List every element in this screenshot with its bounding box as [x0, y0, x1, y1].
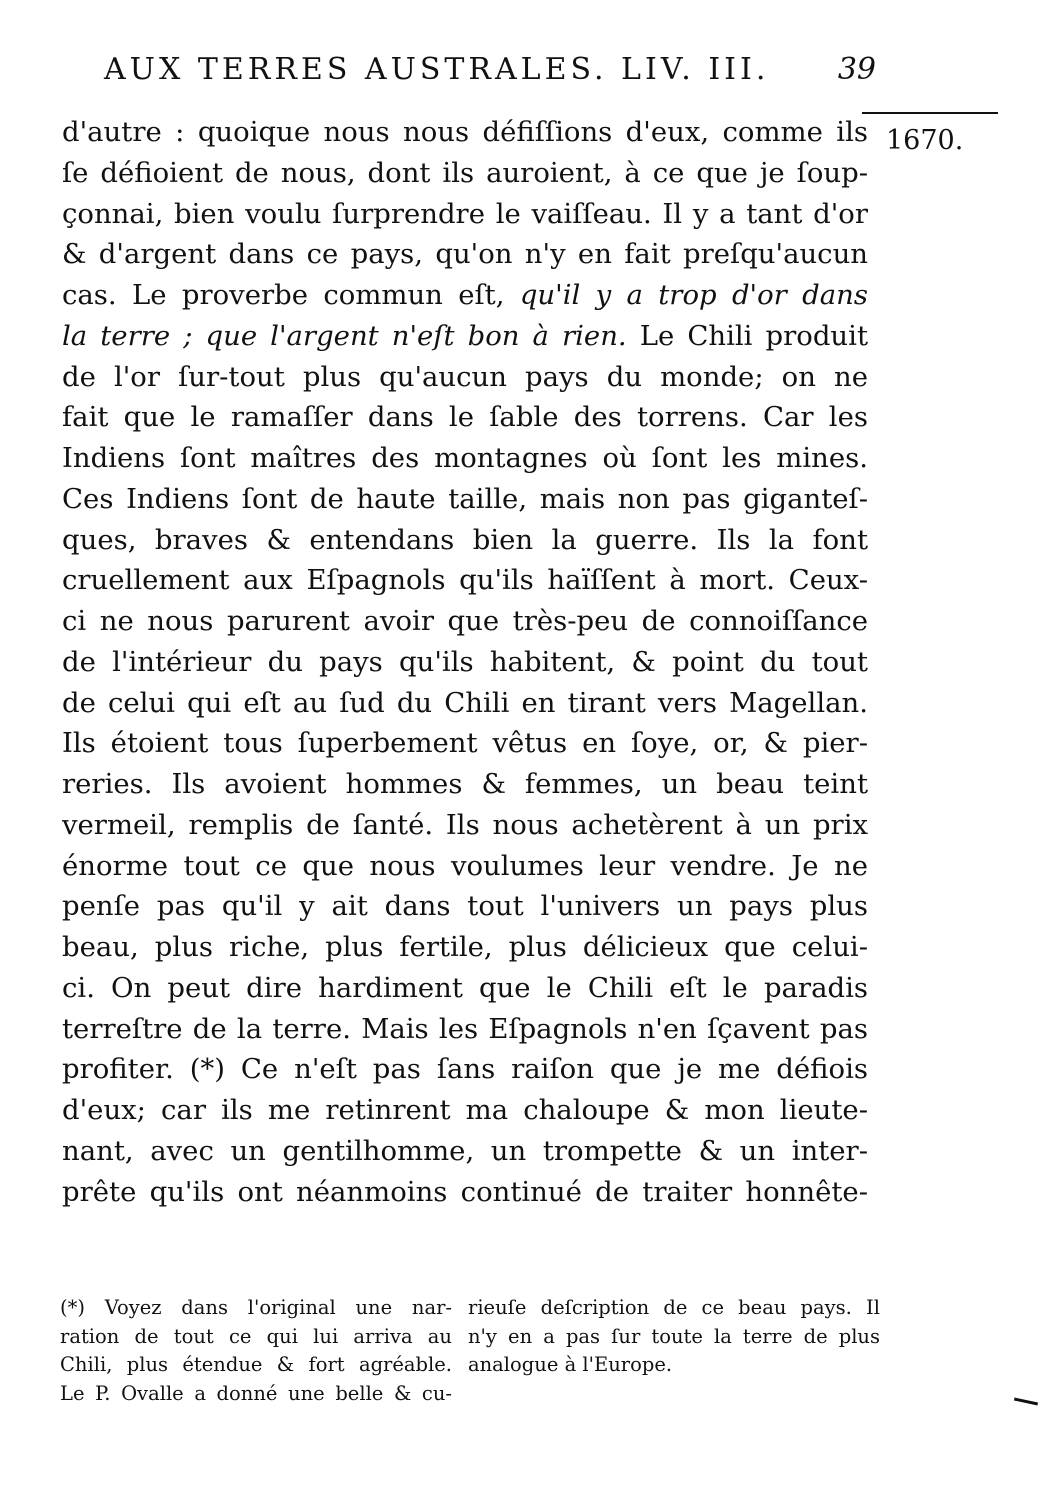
footnote-line: Chili, plus étendue & fort agréable. — [60, 1353, 452, 1376]
text-line: vermeil, remplis de ſanté. Ils nous achetèrent à un prix — [62, 808, 868, 841]
proverb-italic-continued: la terre ; que l'argent n'eſt bon à rien. — [62, 319, 627, 352]
footnote-column-right — [468, 1294, 880, 1380]
text-line: & d'argent dans ce pays, qu'on n'y en fait preſqu'aucun — [62, 238, 868, 271]
text-line: d'eux; car ils me retinrent ma chaloupe & mon lieute- — [62, 1094, 868, 1126]
text-line: ci. On peut dire hardiment que le Chili eſt le paradis — [62, 971, 868, 1004]
margin-year: 1670. — [886, 125, 964, 156]
footnote-line: Le P. Ovalle a donné une belle & cu- — [60, 1381, 452, 1405]
text-line: penſe pas qu'il y ait dans tout l'univers un pays plus — [62, 890, 868, 923]
text-line-tail: Le Chili produit — [626, 319, 868, 352]
margin-rule — [862, 112, 998, 114]
text-line-start: cas. Le proverbe commun eſt, — [62, 279, 520, 311]
edge-mark — [1014, 1398, 1038, 1406]
text-line: çonnai, bien voulu ſurprendre le vaiſſeau. Il y a tant d'or — [62, 197, 868, 230]
text-line — [62, 275, 868, 316]
footnote-line: rieuſe deſcription de ce beau pays. Il — [468, 1296, 880, 1319]
text-line: cruellement aux Eſpagnols qu'ils haïſſent à mort. Ceux- — [62, 564, 868, 597]
proverb-italic: qu'il y a trop d'or dans — [519, 279, 868, 311]
text-line: reries. Ils avoient hommes & femmes, un beau teint — [62, 768, 868, 800]
footnote-line: ration de tout ce qui lui arriva au — [60, 1324, 452, 1348]
footnote-line: (*) Voyez dans l'original une nar- — [60, 1296, 452, 1319]
text-line: terreſtre de la terre. Mais les Eſpagnols n'en ſçavent pas — [62, 1012, 868, 1045]
text-line — [62, 316, 868, 357]
text-line: ques, braves & entendans bien la guerre. Ils la font — [62, 523, 868, 556]
text-line: d'autre : quoique nous nous défiſſions d'eux, comme ils — [62, 116, 868, 148]
text-line: beau, plus riche, plus fertile, plus délicieux que celui- — [62, 931, 868, 963]
text-line: Ils étoient tous ſuperbement vêtus en ſoye, or, & pier- — [62, 727, 868, 760]
running-head-title: AUX TERRES AUSTRALES. LIV. III. — [104, 52, 770, 87]
text-line: ci ne nous parurent avoir que très-peu de connoiſſance — [62, 605, 868, 637]
page-number: 39 — [837, 52, 876, 87]
text-line: fait que le ramaſſer dans le ſable des torrens. Car les — [62, 401, 868, 434]
text-line: prête qu'ils ont néanmoins continué de traiter honnête- — [62, 1175, 868, 1208]
text-line: Indiens ſont maîtres des montagnes où ſont les mines. — [62, 442, 868, 474]
text-line: de l'or ſur-tout plus qu'aucun pays du monde; on ne — [62, 360, 868, 393]
text-line: de celui qui eſt au ſud du Chili en tirant vers Magellan. — [62, 686, 868, 719]
text-line: nant, avec un gentilhomme, un trompette & un inter- — [62, 1134, 868, 1167]
text-line: Ces Indiens ſont de haute taille, mais non pas giganteſ- — [62, 482, 868, 515]
text-line: de l'intérieur du pays qu'ils habitent, & point du tout — [62, 645, 868, 678]
footnote-line: n'y en a pas ſur toute la terre de plus — [468, 1324, 880, 1348]
footnote-column-left — [60, 1294, 452, 1408]
footnote-line: analogue à l'Europe. — [468, 1353, 673, 1376]
body-text — [62, 112, 868, 1212]
text-line: profiter. (*) Ce n'eſt pas ſans raiſon que je me défiois — [62, 1053, 868, 1086]
running-head — [104, 52, 876, 92]
text-line: énorme tout ce que nous voulumes leur vendre. Je ne — [62, 849, 868, 882]
text-line: ſe défioient de nous, dont ils auroient, à ce que je ſoup- — [62, 156, 868, 189]
